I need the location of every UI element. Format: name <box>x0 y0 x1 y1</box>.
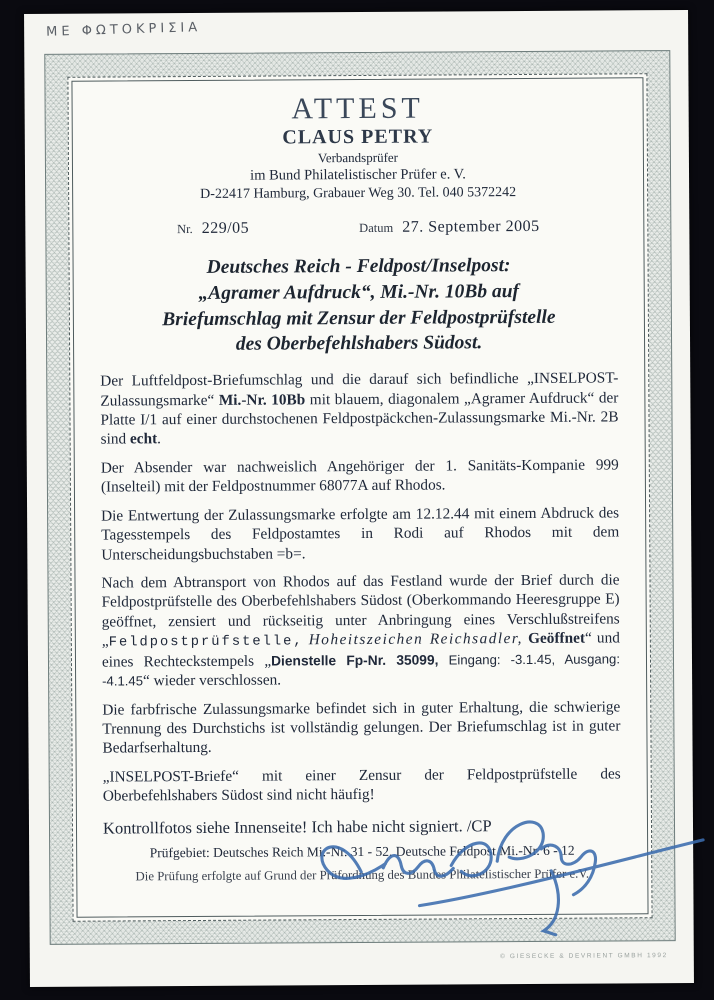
certificate-paper <box>24 10 694 987</box>
text-segment: Der Absender war nachweislich Angehöriger der 1. Sanitäts-Kompanie 999 (Inselteil) mit der Feldpostnummer 68077A auf Rhodos. <box>100 456 619 496</box>
examiner-name: CLAUS PETRY <box>282 125 434 149</box>
examiner-address: D-22417 Hamburg, Grabauer Weg 30. Tel. 040 5372242 <box>200 185 517 203</box>
text-segment <box>438 651 448 668</box>
certificate-date-label: Datum <box>359 221 394 236</box>
pruefordnung-line: Die Prüfung erfolgte auf Grund der Prüfordnung des Bundes Philatelistischer Prüfer e.V. <box>135 866 590 884</box>
certificate-number-label: Nr. <box>177 222 193 237</box>
text-segment: “ wieder verschlossen. <box>142 671 282 690</box>
examiner-role: Verbandsprüfer <box>317 149 399 166</box>
text-segment: Die farbfrische Zulassungsmarke befindet sich in guter Erhaltung, die schwierige Trennung des Durchstichs ist vollständig gelungen. Der Briefumschlag ist in guter Bedarfserhaltung. <box>102 698 621 758</box>
text-segment: Hoheitszeichen Reichsadler, <box>308 630 524 649</box>
subject-line: „Agramer Aufdruck“, Mi.-Nr. 10Bb auf <box>198 281 520 304</box>
text-segment: Feldpostprüfstelle, <box>108 634 304 651</box>
text-segment: mit blauem, diagonalem „Agramer Aufdruck“ der Platte I/1 auf einer durchstochenen Feldpostpäckchen-Zulassungsmarke Mi.-Nr. 2B sind <box>100 389 619 449</box>
body-paragraph <box>102 697 620 758</box>
subject-line: Deutsches Reich - Feldpost/Inselpost: <box>206 255 511 279</box>
text-segment: Mi.-Nr. 10Bb <box>218 390 306 409</box>
subject-title <box>100 253 619 359</box>
subject-line: des Oberbefehlshabers Südost. <box>235 332 483 356</box>
certificate-meta <box>99 218 617 239</box>
certificate-date-value: 27. September 2005 <box>402 218 540 237</box>
text-segment: Dienstelle Fp-Nr. 35099, <box>271 652 439 669</box>
text-segment: Der Luftfeldpost-Briefumschlag und die darauf sich befindliche „INSELPOST-Zulassungsmarke“ <box>100 369 619 410</box>
text-segment: Geöffnet <box>528 629 586 648</box>
body-paragraphs <box>100 369 621 807</box>
body-paragraph <box>101 570 620 691</box>
certificate-number-value: 229/05 <box>201 219 250 238</box>
body-paragraph <box>101 455 619 497</box>
text-segment: Die Entwertung der Zulassungsmarke erfolgte am 12.12.44 mit einem Abdruck des Tagesstempels des Feldpostamtes in Rodi auf Rhodos mit dem Unterscheidungsbuchstaben =b=. <box>101 504 620 564</box>
text-segment: “ und eines Rechteckstempels „ <box>101 629 620 671</box>
certificate-number <box>177 220 249 238</box>
text-segment: echt <box>129 430 158 448</box>
text-segment: Eingang: -3.1.45, Ausgang: -4.1.45 <box>102 651 621 689</box>
body-paragraph <box>100 369 618 450</box>
printer-credit: © GIESECKE & DEVRIENT GMBH 1992 <box>500 952 668 961</box>
body-paragraph <box>101 503 619 564</box>
body-paragraph <box>103 764 621 806</box>
inner-frame <box>67 73 652 922</box>
certificate-content <box>71 77 648 917</box>
subject-line: Briefumschlag mit Zensur der Feldpostprüfstelle <box>162 306 556 330</box>
text-segment: Nach dem Abtransport von Rhodos auf das Festland wurde der Brief durch die Feldpostprüfstelle des Oberbefehlshabers Südost (Oberkommando Heeresgruppe E) geöffnet, zensiert und rückseitig unter Anbringung eines Verschlußstreifens „ <box>101 571 620 650</box>
control-photos-note: Kontrollfotos siehe Innenseite! Ich habe nicht signiert. /CP <box>102 815 492 838</box>
text-segment: „INSELPOST-Briefe“ mit einer Zensur der Feldpostprüfstelle des Oberbefehlshabers Südost sind nicht häufig! <box>102 765 621 805</box>
guilloche-border <box>44 50 675 945</box>
certificate-date <box>359 218 540 237</box>
examiner-organization: im Bund Philatelistischer Prüfer e. V. <box>250 166 466 184</box>
handwritten-note: ΜΕ ΦΩΤΟΚΡΙΣΙΑ <box>45 20 202 40</box>
text-segment: . <box>157 430 162 448</box>
pruefgebiet-line: Prüfgebiet: Deutsches Reich Mi.-Nr. 31 - 52. Deutsche Feldpost Mi.-Nr. 6 - 12 <box>149 843 575 861</box>
certificate-title: ATTEST <box>291 91 424 126</box>
